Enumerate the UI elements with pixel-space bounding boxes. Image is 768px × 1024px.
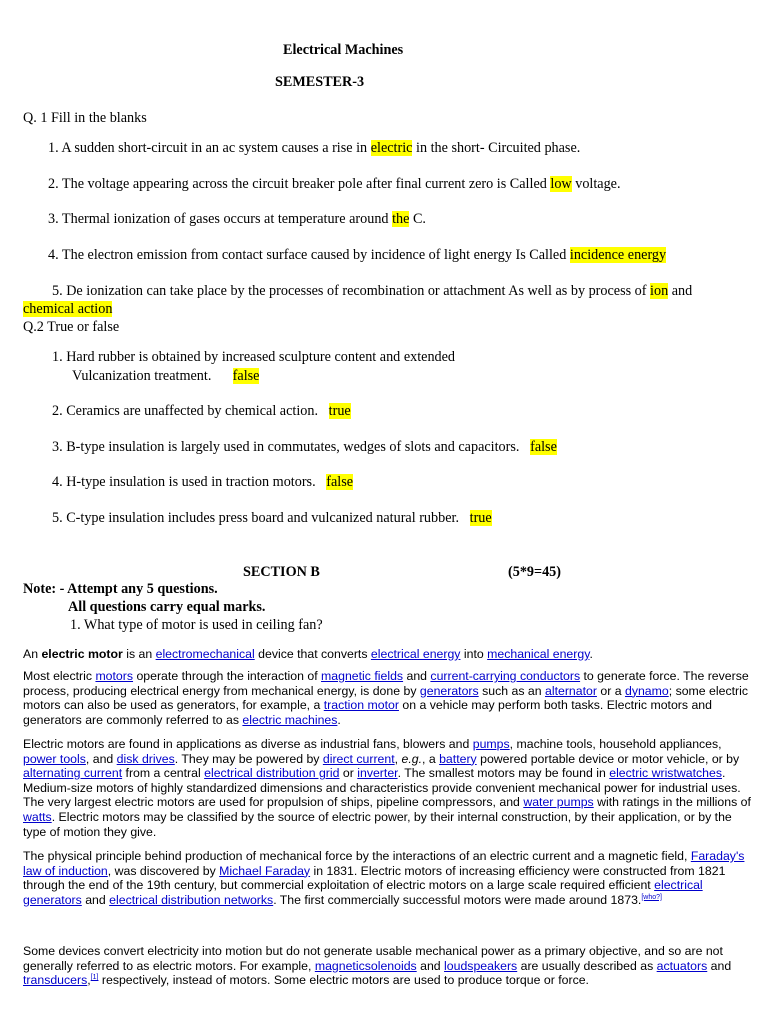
q2-item-1: 1. Hard rubber is obtained by increased sculpture content and extended xyxy=(52,349,456,365)
section-b-marks: (5*9=45) xyxy=(508,564,562,580)
q2-item-1-continuation: Vulcanization treatment. false xyxy=(72,368,260,384)
article-paragraph-5: Some devices convert electricity into motion but do not generate usable mechanical power as a primary objective, and so are not generally referred to as electric motors. For example, magneticsolenoids and loudspeakers are usually described as actuators and transducers,[1] respectively, instead of motors. Some electric motors are used to produce torque or force. xyxy=(23,944,732,988)
link-pumps[interactable]: pumps xyxy=(472,737,510,751)
link-electric-machines[interactable]: electric machines xyxy=(242,712,338,727)
link-battery[interactable]: battery xyxy=(439,751,477,766)
q2-item-2: 2. Ceramics are unaffected by chemical action. true xyxy=(52,403,351,419)
link-electrical-generators[interactable]: electrical generators xyxy=(23,878,703,907)
article-paragraph-2: Most electric motors operate through the interaction of magnetic fields and current-carrying conductors to generate force. The reverse process, producing electrical energy from mechanical energy, is done by generators such as an alternator or a dynamo; some electric motors can also be used as generators, for example, a traction motor on a vehicle may perform both tasks. Electric motors and generators are commonly referred to as electric machines. xyxy=(23,669,749,727)
answer-highlight: ion xyxy=(650,283,669,299)
q2-item-4: 4. H-type insulation is used in traction motors. false xyxy=(52,474,354,490)
answer-highlight: chemical action xyxy=(23,301,113,317)
article-paragraph-1: An electric motor is an electromechanical device that converts electrical energy into mechanical energy. xyxy=(23,647,593,661)
document-title: Electrical Machines xyxy=(283,42,404,58)
link-electrical-energy[interactable]: electrical energy xyxy=(370,647,461,661)
link-current-carrying-conductors[interactable]: current-carrying conductors xyxy=(430,669,581,683)
answer-highlight: false xyxy=(232,368,260,384)
link-magnetic-fields[interactable]: magnetic fields xyxy=(321,669,404,683)
section-b-question-1: 1. What type of motor is used in ceiling fan? xyxy=(70,617,323,633)
section-b-note: Note: - Attempt any 5 questions. xyxy=(23,581,218,597)
link-electrical-distribution-networks[interactable]: electrical distribution networks xyxy=(109,892,274,907)
answer-highlight: electric xyxy=(370,140,413,156)
link-magneticsolenoids[interactable]: magneticsolenoids xyxy=(314,958,417,973)
link-transducers[interactable]: transducers xyxy=(23,973,88,988)
link-mechanical-energy[interactable]: mechanical energy xyxy=(487,647,590,661)
answer-highlight: the xyxy=(392,211,410,227)
link-faradays-law[interactable]: Faraday's law of induction xyxy=(23,849,745,878)
section-b-note-2: All questions carry equal marks. xyxy=(68,599,266,615)
link-watts[interactable]: watts xyxy=(23,809,52,824)
link-water-pumps[interactable]: water pumps xyxy=(523,795,594,810)
link-loudspeakers[interactable]: loudspeakers xyxy=(444,958,518,973)
answer-highlight: incidence energy xyxy=(569,247,667,263)
link-electric-wristwatches[interactable]: electric wristwatches xyxy=(609,766,722,781)
citation-link-1[interactable]: [1] xyxy=(90,974,99,982)
link-motors[interactable]: motors xyxy=(95,669,134,683)
q1-item-3: 3. Thermal ionization of gases occurs at temperature around the C. xyxy=(48,211,426,227)
q1-label: Q. 1 Fill in the blanks xyxy=(23,110,147,126)
section-b-title: SECTION B xyxy=(243,564,320,580)
link-traction-motor[interactable]: traction motor xyxy=(323,698,399,713)
answer-highlight: false xyxy=(530,439,557,455)
citation-needed-link[interactable]: [who?] xyxy=(641,893,662,901)
q2-item-3: 3. B-type insulation is largely used in commutates, wedges of slots and capacitors. false xyxy=(52,439,557,455)
link-disk-drives[interactable]: disk drives xyxy=(116,751,175,766)
link-power-tools[interactable]: power tools xyxy=(23,751,86,766)
answer-highlight: low xyxy=(550,176,572,192)
semester-heading: SEMESTER-3 xyxy=(275,74,365,90)
link-alternator[interactable]: alternator xyxy=(545,683,597,698)
link-inverter[interactable]: inverter xyxy=(357,766,398,781)
link-generators[interactable]: generators xyxy=(419,683,479,698)
link-electromechanical[interactable]: electromechanical xyxy=(155,647,255,661)
link-alternating-current[interactable]: alternating current xyxy=(23,766,123,781)
q1-item-1: 1. A sudden short-circuit in an ac system causes a rise in electric in the short- Circuited phase. xyxy=(48,140,581,156)
q1-item-2: 2. The voltage appearing across the circuit breaker pole after final current zero is Called low voltage. xyxy=(48,176,621,192)
link-actuators[interactable]: actuators xyxy=(656,958,708,973)
q1-item-5: 5. De ionization can take place by the processes of recombination or attachment As well as by process of ion and xyxy=(52,283,693,299)
link-electrical-distribution-grid[interactable]: electrical distribution grid xyxy=(204,766,340,781)
answer-highlight: true xyxy=(328,403,351,419)
q1-item-4: 4. The electron emission from contact surface caused by incidence of light energy Is Called incidence energy xyxy=(48,247,667,263)
answer-highlight: false xyxy=(326,474,354,490)
article-paragraph-4: The physical principle behind production of mechanical force by the interactions of an electric current and a magnetic field, Faraday's law of induction, was discovered by Michael Faraday in 1831. Electric motors of increasing efficiency were constructed from 1821 through the end of the 19th century, but commercial exploitation of electric motors on a large scale required efficient electrical generators and electrical distribution networks. The first commercially successful motors were made around 1873.[who?] xyxy=(23,849,745,907)
link-dynamo[interactable]: dynamo xyxy=(624,683,669,698)
link-direct-current[interactable]: direct current xyxy=(322,751,395,766)
q2-label: Q.2 True or false xyxy=(23,319,120,335)
answer-highlight: true xyxy=(469,510,492,526)
q1-item-5-continuation xyxy=(23,301,112,318)
link-michael-faraday[interactable]: Michael Faraday xyxy=(219,863,311,878)
q2-item-5: 5. C-type insulation includes press board and vulcanized natural rubber. true xyxy=(52,510,492,526)
article-paragraph-3: Electric motors are found in applications as diverse as industrial fans, blowers and pumps, machine tools, household appliances, power tools, and disk drives. They may be powered by direct current, e.g., a battery powered portable device or motor vehicle, or by alternating current from a central electrical distribution grid or inverter. The smallest motors may be found in electric wristwatches. Medium-size motors of highly standardized dimensions and characteristics provide convenient mechanical power for industrial uses. The very largest electric motors are used for propulsion of ships, pipeline compressors, and water pumps with ratings in the millions of watts. Electric motors may be classified by the source of electric power, by their internal construction, by their application, or by the type of motion they give. xyxy=(23,737,751,839)
